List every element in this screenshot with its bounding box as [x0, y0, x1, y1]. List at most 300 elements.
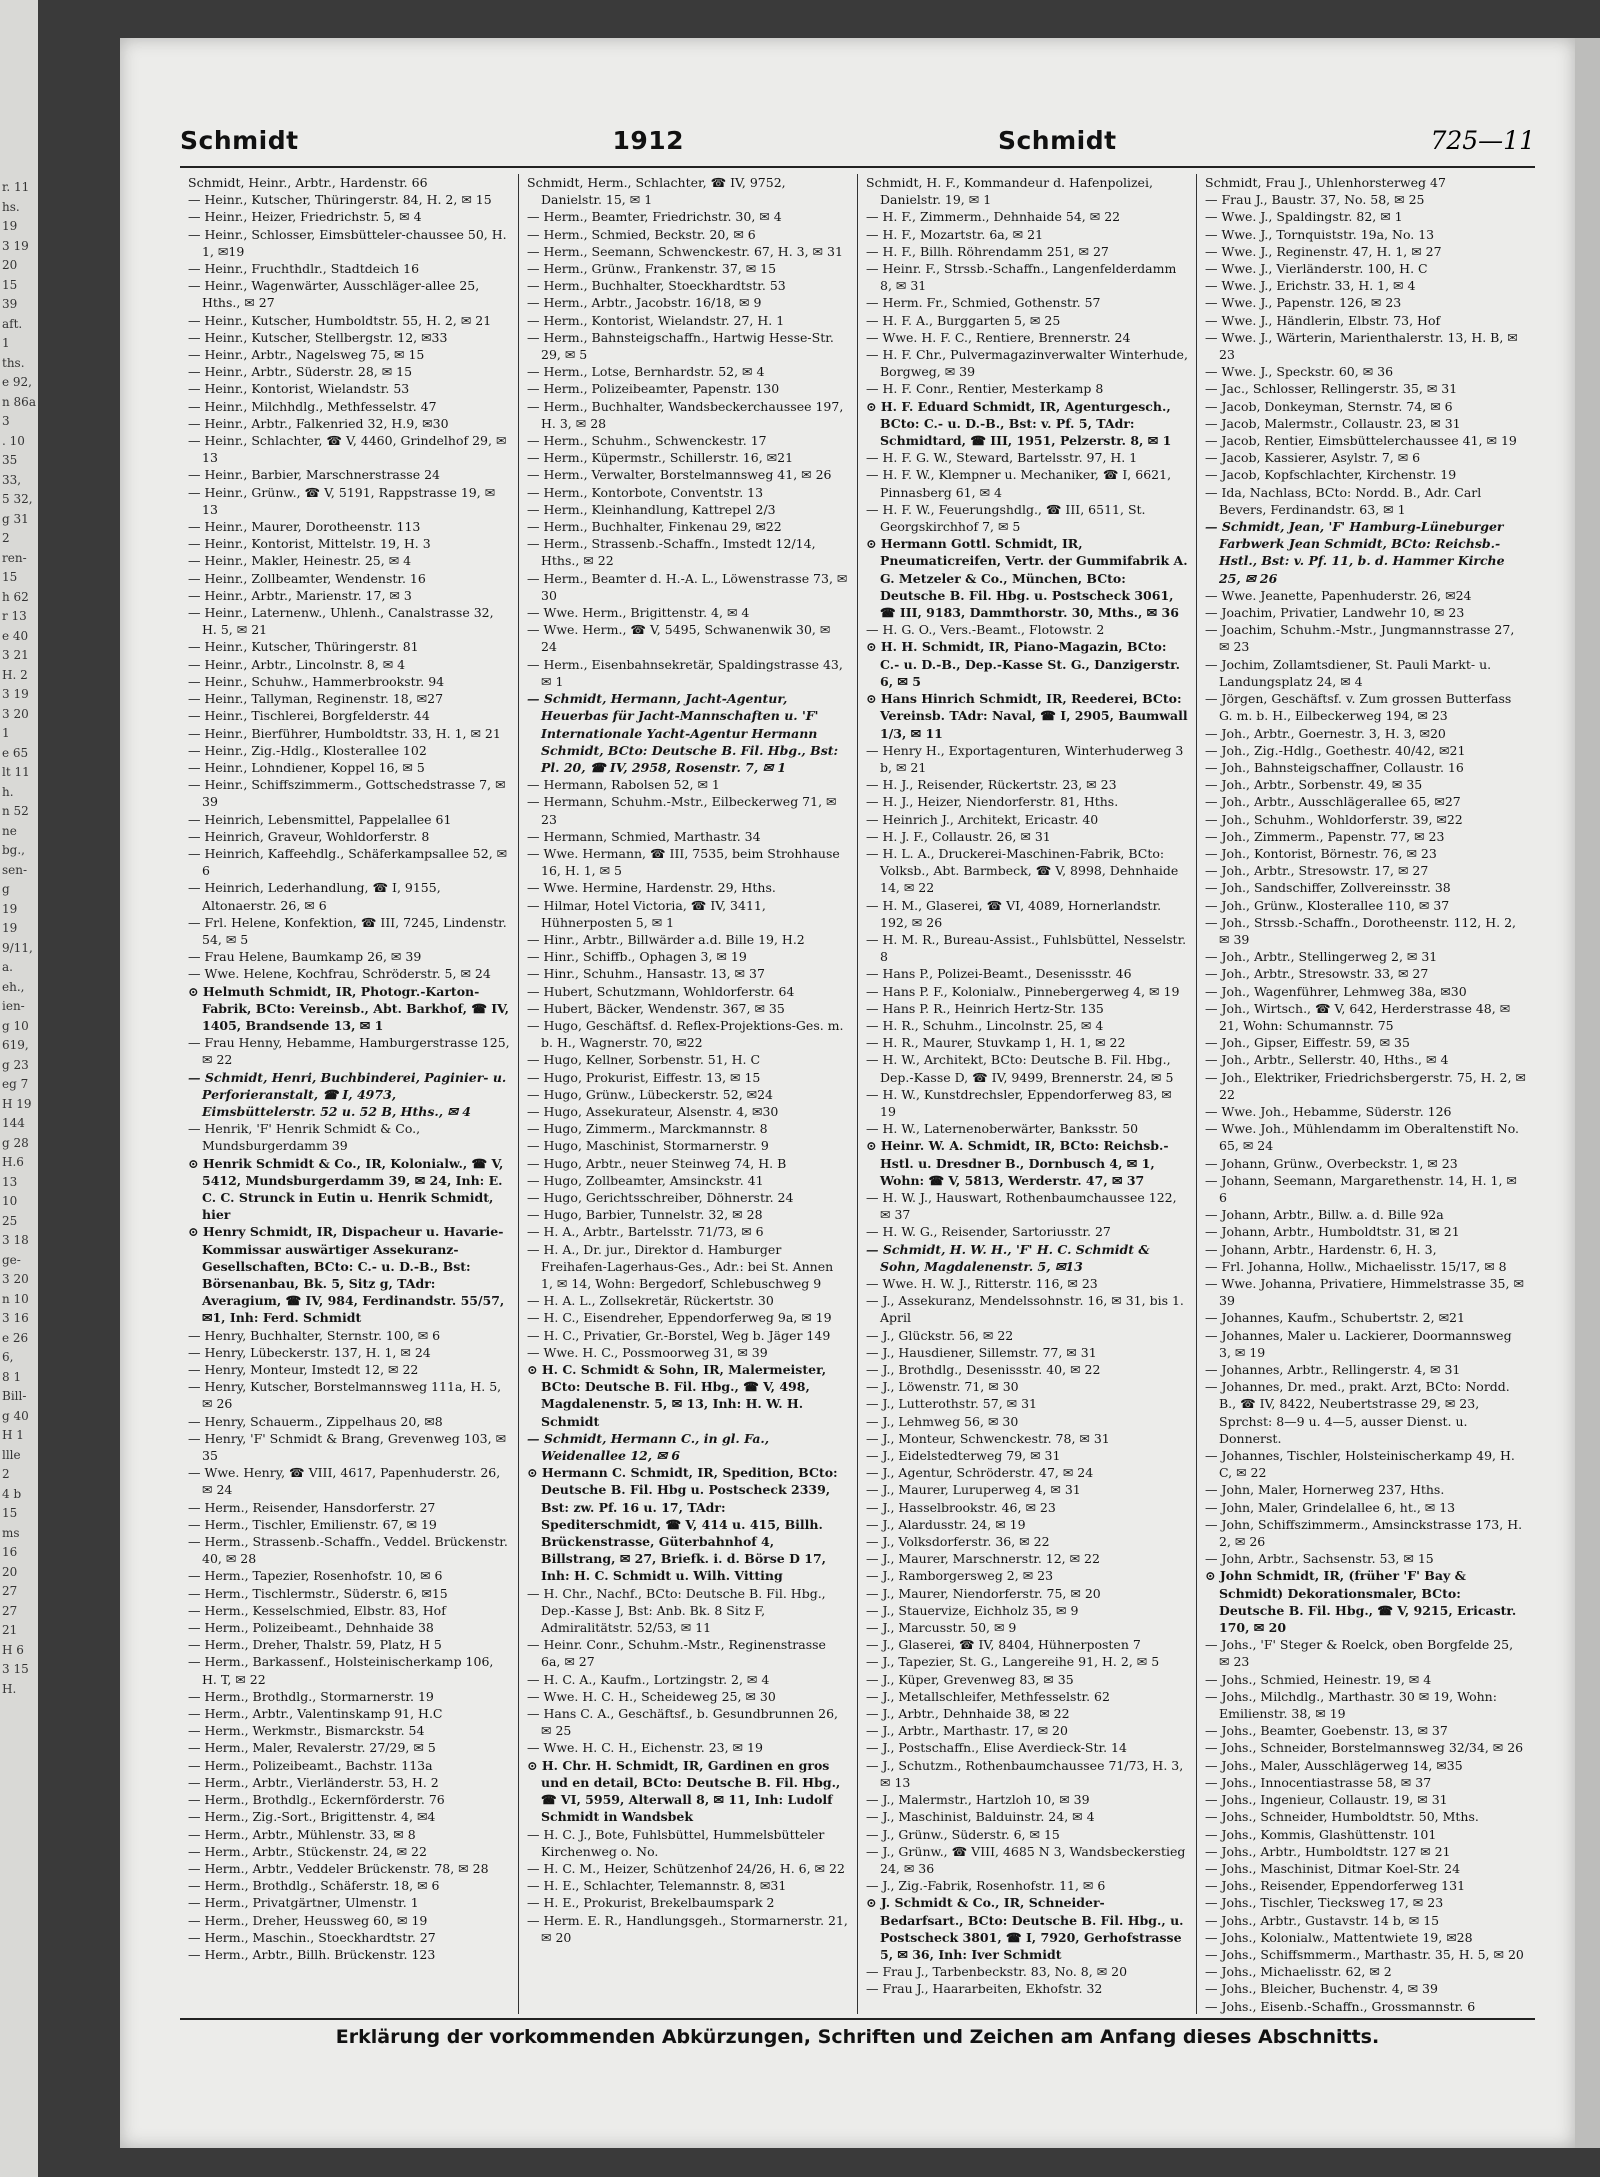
directory-entry: — Herm., Tapezier, Rosenhofstr. 10, ✉ 6: [188, 1568, 443, 1584]
directory-entry: — Joh., Grünw., Klosterallee 110, ✉ 37: [1205, 897, 1450, 913]
left-page-fragment: 5 32,: [2, 492, 33, 506]
directory-entry: — Herm., Schmied, Beckstr. 20, ✉ 6: [527, 226, 756, 242]
directory-entry: — Herm., Beamter d. H.-A. L., Löwenstrasse 73, ✉ 30: [527, 570, 848, 603]
directory-entry: — H. F. A., Burggarten 5, ✉ 25: [866, 312, 1061, 328]
directory-entry: — Heinr., Schlachter, ☎ V, 4460, Grindelhof 29, ✉ 13: [188, 433, 507, 466]
directory-entry: — Herm. E. R., Handlungsgeh., Stormarnerstr. 21, ✉ 20: [527, 1912, 848, 1945]
directory-entry: — Wwe. J., Erichstr. 33, H. 1, ✉ 4: [1205, 278, 1416, 294]
directory-entry: — H. A. L., Zollsekretär, Rückertstr. 30: [527, 1293, 774, 1309]
directory-entry: — H. J. F., Collaustr. 26, ✉ 31: [866, 828, 1051, 844]
directory-entry: — Johs., Maschinist, Ditmar Koel-Str. 24: [1205, 1860, 1461, 1876]
book-spine: [1575, 38, 1600, 2148]
directory-entry: — Herm., Verwalter, Borstelmannsweg 41, ✉ 26: [527, 467, 832, 483]
directory-entry: — Joh., Wirtsch., ☎ V, 642, Herderstrasse 48, ✉21, Wohn: Schumannstr. 75: [1205, 1000, 1511, 1033]
left-page-fragment: lt 11: [2, 765, 30, 779]
directory-entry: — Heinr., Tischlerei, Borgfelderstr. 44: [188, 708, 430, 724]
directory-entry: — Heinr., Heizer, Friedrichstr. 5, ✉ 4: [188, 209, 422, 225]
directory-entry: — Jacob, Rentier, Eimsbüttelerchaussee 41, ✉ 19: [1205, 433, 1517, 449]
left-page-fragment: sen-: [2, 862, 28, 877]
directory-entry: — Herm., Arbtr., Mühlenstr. 33, ✉ 8: [188, 1826, 416, 1842]
directory-entry: — Heinr., Arbtr., Lincolnstr. 8, ✉ 4: [188, 656, 406, 672]
left-page-fragment: H 19: [2, 1096, 32, 1111]
directory-entry: — Jochim, Zollamtsdiener, St. Pauli Markt- u. Landungsplatz 24, ✉ 4: [1205, 656, 1492, 689]
directory-entry: — Joh., Sandschiffer, Zollvereinsstr. 38: [1205, 880, 1451, 896]
left-page-fragment: r 13: [2, 609, 27, 623]
left-page-fragment: 21: [2, 1623, 18, 1637]
directory-entry: — Hubert, Bäcker, Wendenstr. 367, ✉ 35: [527, 1000, 785, 1016]
left-page-fragment: 3: [2, 414, 10, 428]
directory-column-4: [1197, 174, 1535, 2014]
left-page-fragment: g 28: [2, 1135, 29, 1150]
left-page-fragment: 2: [2, 1467, 10, 1481]
directory-entry: — Herm., Tischler, Emilienstr. 67, ✉ 19: [188, 1516, 437, 1532]
directory-entry: — Herm., Zig.-Sort., Brigittenstr. 4, ✉4: [188, 1809, 436, 1825]
left-page-fragment: . 10: [2, 433, 25, 448]
left-page-fragment: 3 16: [2, 1311, 29, 1325]
directory-entry: — Johs., Arbtr., Gustavstr. 14 b, ✉ 15: [1205, 1912, 1440, 1928]
directory-entry: — J., Maurer, Niendorferstr. 75, ✉ 20: [866, 1585, 1101, 1601]
left-page-fragment: 619,: [2, 1038, 29, 1052]
directory-entry: — J., Metallschleifer, Methfesselstr. 62: [866, 1688, 1110, 1704]
directory-entry: — J., Glückstr. 56, ✉ 22: [866, 1327, 1014, 1343]
directory-entry: — Frau Helene, Baumkamp 26, ✉ 39: [188, 949, 422, 965]
left-page-fragment: hs.: [2, 199, 20, 214]
directory-entry: — Heinr., Makler, Heinestr. 25, ✉ 4: [188, 553, 412, 569]
directory-entry: — Hermann, Schmied, Marthastr. 34: [527, 828, 761, 844]
directory-entry: — Wwe. H. C. H., Eichenstr. 23, ✉ 19: [527, 1740, 763, 1756]
directory-entry: — Heinr., Tallyman, Reginenstr. 18, ✉27: [188, 691, 444, 707]
directory-entry: — Joh., Schuhm., Wohldorferstr. 39, ✉22: [1205, 811, 1463, 827]
directory-entry: — Heinr., Milchhdlg., Methfesselstr. 47: [188, 398, 437, 414]
directory-entry: — Herm., Arbtr., Veddeler Brückenstr. 78, ✉ 28: [188, 1860, 489, 1876]
directory-entry: — Herm., Maschin., Stoeckhardtstr. 27: [188, 1929, 436, 1945]
directory-entry: — Hugo, Prokurist, Eiffestr. 13, ✉ 15: [527, 1069, 761, 1085]
left-page-fragment: ne: [2, 823, 17, 838]
left-page-fragment: 15: [2, 277, 18, 292]
directory-entry: — Johannes, Tischler, Holsteinischerkamp 49, H. C, ✉ 22: [1205, 1448, 1515, 1481]
left-page-fragment: 27: [2, 1584, 18, 1598]
directory-entry: — Hinr., Arbtr., Billwärder a.d. Bille 19, H.2: [527, 931, 805, 947]
directory-entry: — Frau J., Haararbeiten, Ekhofstr. 32: [866, 1981, 1103, 1997]
directory-entry: ⊙ Heinr. W. A. Schmidt, IR, BCto: Reichsb.-Hstl. u. Dresdner B., Dornbusch 4, ✉ 1, Wohn: ☎ V, 5813, Werderstr. 47, ✉ 37: [866, 1138, 1169, 1188]
directory-entry: — H. M. R., Bureau-Assist., Fuhlsbüttel, Nesselstr. 8: [866, 931, 1187, 965]
directory-entry: ⊙ Hans Hinrich Schmidt, IR, Reederei, BCto: Vereinsb. TAdr: Naval, ☎ I, 2905, Baumwall 1/3, ✉ 11: [866, 691, 1188, 741]
directory-entry: — Heinr., Barbier, Marschnerstrasse 24: [188, 467, 440, 483]
directory-entry: — Wwe. J., Papenstr. 126, ✉ 23: [1205, 295, 1402, 311]
left-page-edge: [0, 0, 38, 2177]
directory-entry: — Heinr., Maurer, Dorotheenstr. 113: [188, 519, 421, 535]
directory-entry: — Herm., Buchhalter, Wandsbeckerchaussee 197, H. 3, ✉ 28: [527, 398, 844, 431]
directory-entry: — Wwe. J., Reginenstr. 47, H. 1, ✉ 27: [1205, 243, 1442, 259]
directory-entry: ⊙ Hermann Gottl. Schmidt, IR, Pneumaticreifen, Vertr. der Gummifabrik A. G. Metzeler & Co., München, BCto: Deutsche B. Fil. Hbg. u. Postscheck 3061, ☎ III, 9183, Dammthorstr. 30, Mths., ✉ 36: [866, 536, 1188, 621]
directory-entry: — J., Hausdiener, Sillemstr. 77, ✉ 31: [866, 1344, 1097, 1360]
directory-entry: — Hugo, Kellner, Sorbenstr. 51, H. C: [527, 1052, 761, 1068]
directory-entry: ⊙ J. Schmidt & Co., IR, Schneider-Bedarfsart., BCto: Deutsche B. Fil. Hbg., u. Postscheck 3801, ☎ I, 7920, Gerhofstrasse 5, ✉ 36, Inh: Iver Schmidt: [866, 1895, 1184, 1962]
directory-entry: — Jacob, Malermstr., Collaustr. 23, ✉ 31: [1205, 415, 1461, 431]
directory-entry: — Joh., Elektriker, Friedrichsbergerstr. 75, H. 2, ✉ 22: [1205, 1069, 1526, 1102]
directory-entry: — Johs., Schneider, Borstelmannsweg 32/34, ✉ 26: [1205, 1740, 1524, 1756]
directory-entry: — H. F. G. W., Steward, Bartelsstr. 97, H. 1: [866, 450, 1138, 466]
left-page-fragment: e 26: [2, 1330, 29, 1345]
directory-entry: — Ida, Nachlass, BCto: Nordd. B., Adr. Carl Bevers, Ferdinandstr. 63, ✉ 1: [1205, 484, 1482, 517]
directory-entry: — Wwe. Helene, Kochfrau, Schröderstr. 5, ✉ 24: [188, 966, 491, 982]
left-page-fragment: 19: [2, 921, 18, 935]
directory-entry: — Frau J., Tarbenbeckstr. 83, No. 8, ✉ 20: [866, 1964, 1128, 1980]
directory-entry: — Herm., Seemann, Schwenckestr. 67, H. 3, ✉ 31: [527, 243, 843, 259]
directory-entry: — Johs., Schmied, Heinestr. 19, ✉ 4: [1205, 1671, 1432, 1687]
directory-entry: — Heinr., Arbtr., Marienstr. 17, ✉ 3: [188, 587, 412, 603]
directory-entry: — Heinr., Schlosser, Eimsbütteler-chaussee 50, H. 1, ✉19: [188, 226, 507, 259]
directory-entry: — Heinrich, Lederhandlung, ☎ I, 9155, Altonaerstr. 26, ✉ 6: [188, 880, 441, 913]
header-rule: [180, 166, 1535, 168]
left-page-fragment: H.: [2, 1681, 17, 1696]
directory-entry: — Hans C. A., Geschäftsf., b. Gesundbrunnen 26, ✉ 25: [527, 1706, 839, 1739]
directory-entry: — Jacob, Kassierer, Asylstr. 7, ✉ 6: [1205, 450, 1421, 466]
directory-entry: — Herm., Arbtr., Billh. Brückenstr. 123: [188, 1946, 436, 1962]
directory-entry: — Heinr., Kontorist, Wielandstr. 53: [188, 381, 410, 397]
directory-entry: — Wwe. Henry, ☎ VIII, 4617, Papenhuderstr. 26, ✉ 24: [188, 1465, 501, 1498]
directory-entry: — Wwe. Johanna, Privatiere, Himmelstrasse 35, ✉ 39: [1205, 1276, 1524, 1309]
left-page-fragment: 3 20: [2, 1272, 29, 1286]
directory-entry: — Hinr., Schiffb., Ophagen 3, ✉ 19: [527, 949, 747, 965]
directory-entry: — Wwe. J., Händlerin, Elbstr. 73, Hof: [1205, 312, 1441, 328]
directory-entry: — Herm., Schuhm., Schwenckestr. 17: [527, 433, 767, 449]
directory-entry: — H. R., Schuhm., Lincolnstr. 25, ✉ 4: [866, 1017, 1104, 1033]
left-page-fragment: 15: [2, 570, 18, 584]
directory-entry: — Henry, Buchhalter, Sternstr. 100, ✉ 6: [188, 1327, 441, 1343]
directory-entry: — Hans P. R., Heinrich Hertz-Str. 135: [866, 1000, 1104, 1016]
directory-entry: — Jacob, Donkeyman, Sternstr. 74, ✉ 6: [1205, 398, 1453, 414]
left-page-fragment: 19: [2, 901, 18, 916]
directory-entry: Schmidt, Frau J., Uhlenhorsterweg 47: [1205, 175, 1446, 190]
directory-entry: ⊙ Henry Schmidt, IR, Dispacheur u. Havarie-Kommissar auswärtiger Assekuranz-Gesellschaften, BCto: C.- u. D.-B., Bst: Börsenanbau, Bk. 5, Sitz g, TAdr: Averagium, ☎ IV, 984, Ferdinandstr. 55/57, ✉1, Inh: Ferd. Schmidt: [188, 1224, 505, 1326]
directory-entry: — Joachim, Schuhm.-Mstr., Jungmannstrasse 27, ✉ 23: [1205, 622, 1515, 655]
directory-entry: — Wwe. Joh., Mühlendamm im Oberaltenstift No. 65, ✉ 24: [1205, 1121, 1519, 1154]
directory-entry: — Johs., Schneider, Humboldtstr. 50, Mths.: [1205, 1809, 1479, 1825]
directory-entry: — J., Lehmweg 56, ✉ 30: [866, 1413, 1019, 1429]
left-page-fragment: 1: [2, 336, 10, 350]
directory-entry: — H. C., Privatier, Gr.-Borstel, Weg b. Jäger 149: [527, 1327, 831, 1343]
directory-entry: — H. F., Billh. Röhrendamm 251, ✉ 27: [866, 243, 1109, 259]
directory-entry: — Jac., Schlosser, Rellingerstr. 35, ✉ 31: [1205, 381, 1458, 397]
directory-entry: — Joh., Arbtr., Ausschlägerallee 65, ✉27: [1205, 794, 1461, 810]
directory-entry: — Herm., Reisender, Hansdorferstr. 27: [188, 1499, 436, 1515]
directory-entry: — J., Malermstr., Hartzloh 10, ✉ 39: [866, 1792, 1090, 1808]
directory-entry: — H. W., Kunstdrechsler, Eppendorferweg 83, ✉ 19: [866, 1086, 1172, 1119]
left-page-fragment: a.: [2, 960, 13, 974]
directory-entry: — Herm., Dreher, Thalstr. 59, Platz, H 5: [188, 1637, 442, 1653]
directory-entry: — John, Schiffszimmerm., Amsinckstrasse 173, H. 2, ✉ 26: [1205, 1516, 1523, 1550]
directory-entry: — H. F. Conr., Rentier, Mesterkamp 8: [866, 381, 1104, 397]
directory-entry: — Heinr., Arbtr., Falkenried 32, H.9, ✉30: [188, 415, 449, 431]
directory-entry: — Herm., Barkassenf., Holsteinischerkamp 106, H. T, ✉ 22: [188, 1654, 494, 1687]
directory-entry: ⊙ H. C. Schmidt & Sohn, IR, Malermeister, BCto: Deutsche B. Fil. Hbg., ☎ V, 498, Magdalenenstr. 5, ✉ 13, Inh: H. W. H. Schmidt: [527, 1362, 827, 1429]
directory-entry: — Herm., Bahnsteigschaffn., Hartwig Hesse-Str. 29, ✉ 5: [527, 329, 834, 363]
directory-entry: — Herm., Tischlermstr., Süderstr. 6, ✉15: [188, 1585, 448, 1601]
directory-entry: — H. C. A., Kaufm., Lortzingstr. 2, ✉ 4: [527, 1671, 770, 1687]
directory-entry: — Joh., Bahnsteigschaffner, Collaustr. 16: [1205, 759, 1464, 775]
directory-entry: — H. W. J., Hauswart, Rothenbaumchaussee 122, ✉ 37: [866, 1189, 1177, 1223]
left-page-fragment: r. 11: [2, 180, 30, 194]
directory-entry: — Schmidt, Hermann, Jacht-Agentur, Heuerbas für Jacht-Mannschaften u. 'F' Internationale Yacht-Agentur Hermann Schmidt, BCto: Deutsche B. Fil. Hbg., Bst: Pl. 20, ☎ IV, 2958, Rosenstr. 7, ✉ 1: [527, 691, 839, 775]
directory-entry: — Hugo, Grünw., Lübeckerstr. 52, ✉24: [527, 1086, 774, 1102]
left-page-fragment: Bill-: [2, 1389, 27, 1403]
left-page-fragment: ths.: [2, 355, 25, 370]
left-page-fragment: 4 b: [2, 1486, 22, 1501]
directory-entry: — Herm., Strassenb.-Schaffn., Veddel. Brückenstr. 40, ✉ 28: [188, 1534, 508, 1567]
directory-entry: — Hugo, Maschinist, Stormarnerstr. 9: [527, 1138, 769, 1154]
directory-entry: — Hugo, Assekurateur, Alsenstr. 4, ✉30: [527, 1103, 779, 1119]
directory-entry: — Joh., Wagenführer, Lehmweg 38a, ✉30: [1205, 983, 1467, 999]
left-page-fragment: 13: [2, 1174, 18, 1189]
directory-entry: — Frl. Johanna, Hollw., Michaelisstr. 15/17, ✉ 8: [1205, 1258, 1507, 1274]
left-page-fragment: 3 15: [2, 1662, 29, 1676]
directory-entry: — Johannes, Dr. med., prakt. Arzt, BCto: Nordd. B., ☎ IV, 8422, Neubertstrasse 29, ✉ 23, Sprchst: 8—9 u. 4—5, ausser Dienst. u. Donnerst.: [1205, 1379, 1510, 1446]
left-page-fragment: 3 21: [2, 648, 29, 662]
left-page-fragment: ien-: [2, 999, 25, 1013]
directory-entry: — Schmidt, Henri, Buchbinderei, Paginier- u. Perforieranstalt, ☎ I, 4973, Eimsbüttelerstr. 52 u. 52 B, Hths., ✉ 4: [188, 1069, 507, 1119]
left-page-fragment: H. 2: [2, 667, 28, 682]
left-page-fragment: H 1: [2, 1428, 24, 1442]
directory-entry: — J., Eidelstedterweg 79, ✉ 31: [866, 1448, 1061, 1464]
directory-entry: — Johs., Arbtr., Humboldtstr. 127 ✉ 21: [1205, 1843, 1451, 1859]
directory-entry: — Herm., Dreher, Heussweg 60, ✉ 19: [188, 1912, 428, 1928]
directory-entry: — J., Marcusstr. 50, ✉ 9: [866, 1620, 1017, 1636]
left-page-fragment: e 65: [2, 745, 29, 760]
left-page-fragment: h.: [2, 784, 14, 799]
directory-entry: — J., Arbtr., Marthastr. 17, ✉ 20: [866, 1723, 1068, 1739]
directory-entry: — Hilmar, Hotel Victoria, ☎ IV, 3411, Hühnerposten 5, ✉ 1: [527, 897, 766, 930]
directory-entry: — Henry, Kutscher, Borstelmannsweg 111a, H. 5, ✉ 26: [188, 1379, 502, 1412]
left-page-fragments: [0, 0, 38, 1699]
left-page-fragment: eg 7: [2, 1077, 29, 1091]
directory-entry: — J., Grünw., Süderstr. 6, ✉ 15: [866, 1826, 1060, 1842]
directory-entry: — H. W., Laternenoberwärter, Banksstr. 50: [866, 1121, 1139, 1137]
left-page-fragment: 35: [2, 453, 18, 467]
directory-entry: — Herm., Maler, Revalerstr. 27/29, ✉ 5: [188, 1740, 436, 1756]
directory-entry: — Heinr. Conr., Schuhm.-Mstr., Reginenstrasse 6a, ✉ 27: [527, 1637, 826, 1670]
directory-entry: — Heinr., Kutscher, Stellbergstr. 12, ✉33: [188, 329, 448, 345]
directory-entry: — Johs., Beamter, Goebenstr. 13, ✉ 37: [1205, 1723, 1448, 1739]
directory-entry: — J., Volksdorferstr. 36, ✉ 22: [866, 1534, 1050, 1550]
directory-entry: — H. C. M., Heizer, Schützenhof 24/26, H. 6, ✉ 22: [527, 1860, 845, 1876]
directory-entry: — Johs., 'F' Steger & Roelck, oben Borgfelde 25, ✉ 23: [1205, 1637, 1514, 1670]
directory-entry: — Johs., Schiffsmmerm., Marthastr. 35, H. 5, ✉ 20: [1205, 1946, 1524, 1962]
directory-entry: — Johs., Kolonialw., Mattentwiete 19, ✉28: [1205, 1929, 1473, 1945]
directory-entry: — Wwe. H. C., Possmoorweg 31, ✉ 39: [527, 1344, 768, 1360]
directory-entry: — H. A., Dr. jur., Direktor d. Hamburger Freihafen-Lagerhaus-Ges., Adr.: bei St. Annen 1, ✉ 14, Wohn: Bergedorf, Schlebuschweg 9: [527, 1241, 834, 1291]
directory-entry: — H. M., Glaserei, ☎ VI, 4089, Hornerlandstr. 192, ✉ 26: [866, 897, 1162, 930]
directory-entry: — Herm., Kleinhandlung, Kattrepel 2/3: [527, 501, 776, 517]
directory-entry: — Wwe. Herm., Brigittenstr. 4, ✉ 4: [527, 605, 750, 621]
directory-entry: — H. J., Heizer, Niendorferstr. 81, Hths.: [866, 794, 1119, 810]
directory-entry: — Wwe. J., Wärterin, Marienthalerstr. 13, H. B, ✉ 23: [1205, 329, 1518, 363]
left-page-fragment: 8 1: [2, 1369, 22, 1384]
directory-entry: — Henry, Schauerm., Zippelhaus 20, ✉8: [188, 1413, 443, 1429]
directory-column-3: [858, 174, 1197, 2014]
directory-entry: — Joh., Kontorist, Börnestr. 76, ✉ 23: [1205, 845, 1437, 861]
directory-entry: — Herm., Privatgärtner, Ulmenstr. 1: [188, 1895, 419, 1911]
directory-entry: — Johs., Innocentiastrasse 58, ✉ 37: [1205, 1774, 1432, 1790]
left-page-fragment: ren-: [2, 550, 27, 565]
directory-entry: Schmidt, H. F., Kommandeur d. Hafenpolizei, Danielstr. 19, ✉ 1: [866, 175, 1153, 208]
left-page-fragment: 2: [2, 531, 10, 545]
directory-entry: — H. F. W., Feuerungshdlg., ☎ III, 6511, St. Georgskirchhof 7, ✉ 5: [866, 501, 1146, 535]
directory-entry: — Joh., Zimmerm., Papenstr. 77, ✉ 23: [1205, 828, 1445, 844]
directory-entry: — Wwe. H. W. J., Ritterstr. 116, ✉ 23: [866, 1276, 1098, 1291]
directory-entry: — Hermann, Rabolsen 52, ✉ 1: [527, 777, 720, 793]
directory-entry: — Heinr., Fruchthdlr., Stadtdeich 16: [188, 261, 420, 277]
left-page-fragment: 25: [2, 1213, 18, 1228]
directory-entry: — Johs., Michaelisstr. 62, ✉ 2: [1205, 1964, 1392, 1980]
left-page-fragment: 9/11,: [2, 940, 33, 955]
directory-column-2: [519, 174, 858, 2014]
directory-entry: — H. F. W., Klempner u. Mechaniker, ☎ I, 6621, Pinnasberg 61, ✉ 4: [866, 467, 1172, 500]
directory-entry: — Heinrich, Kaffeehdlg., Schäferkampsallee 52, ✉ 6: [188, 845, 508, 879]
left-page-fragment: aft.: [2, 316, 23, 331]
left-page-fragment: g: [2, 882, 10, 896]
directory-entry: — Herm., Polizeibeamt., Dehnhaide 38: [188, 1620, 434, 1636]
directory-entry: — Wwe. Hermann, ☎ III, 7535, beim Strohhause 16, H. 1, ✉ 5: [527, 845, 840, 879]
directory-entry: ⊙ Helmuth Schmidt, IR, Photogr.-Karton-Fabrik, BCto: Vereinsb., Abt. Barkhof, ☎ IV, 1405, Brandsende 13, ✉ 1: [188, 983, 509, 1033]
directory-entry: — Heinr., Laternenw., Uhlenh., Canalstrasse 32, H. 5, ✉ 21: [188, 605, 494, 638]
directory-entry: — Henrik, 'F' Henrik Schmidt & Co., Mundsburgerdamm 39: [188, 1121, 421, 1154]
directory-entry: — Johs., Reisender, Eppendorferweg 131: [1205, 1878, 1466, 1894]
left-page-fragment: 20: [2, 258, 18, 272]
directory-entry: — Wwe. J., Speckstr. 60, ✉ 36: [1205, 364, 1394, 380]
directory-columns: [180, 174, 1535, 2014]
directory-entry: — Joh., Arbtr., Stresowstr. 17, ✉ 27: [1205, 863, 1429, 879]
left-page-fragment: 3 19: [2, 687, 29, 701]
directory-entry: — Johannes, Arbtr., Rellingerstr. 4, ✉ 31: [1205, 1362, 1461, 1378]
left-page-fragment: 3 20: [2, 706, 29, 721]
directory-entry: — Wwe. J., Spaldingstr. 82, ✉ 1: [1205, 209, 1403, 225]
directory-entry: — Herm., Strassenb.-Schaffn., Imstedt 12/14, Hths., ✉ 22: [527, 536, 816, 569]
directory-entry: — Johs., Kommis, Glashüttenstr. 101: [1205, 1826, 1437, 1842]
left-page-fragment: 10: [2, 1194, 18, 1208]
left-page-fragment: H 6: [2, 1642, 24, 1657]
directory-entry: — J., Lutterothstr. 57, ✉ 31: [866, 1396, 1037, 1412]
directory-entry: — Wwe. J., Vierländerstr. 100, H. C: [1205, 261, 1428, 277]
footer-note: Erklärung der vorkommenden Abkürzungen, Schriften und Zeichen am Anfang dieses Abschnitts.: [335, 2026, 1380, 2048]
directory-entry: — H. E., Prokurist, Brekelbaumspark 2: [527, 1895, 775, 1911]
left-page-fragment: 6,: [2, 1350, 14, 1364]
directory-entry: — Heinrich J., Architekt, Ericastr. 40: [866, 811, 1099, 827]
directory-entry: — Hugo, Barbier, Tunnelstr. 32, ✉ 28: [527, 1207, 763, 1223]
directory-entry: — Wwe. Hermine, Hardenstr. 29, Hths.: [527, 880, 776, 896]
directory-entry: — Herm., Beamter, Friedrichstr. 30, ✉ 4: [527, 209, 782, 225]
directory-entry: — Joachim, Privatier, Landwehr 10, ✉ 23: [1205, 605, 1465, 621]
left-page-fragment: 20: [2, 1564, 18, 1579]
directory-entry: — J., Löwenstr. 71, ✉ 30: [866, 1379, 1019, 1395]
directory-entry: — Hubert, Schutzmann, Wohldorferstr. 64: [527, 983, 795, 999]
left-page-fragment: 19: [2, 219, 18, 233]
directory-entry: — Hinr., Schuhm., Hansastr. 13, ✉ 37: [527, 966, 765, 982]
directory-entry: — J., Brothdlg., Desenissstr. 40, ✉ 22: [866, 1362, 1101, 1378]
directory-entry: — J., Tapezier, St. G., Langereihe 91, H. 2, ✉ 5: [866, 1654, 1160, 1670]
left-page-fragment: g 10: [2, 1018, 29, 1033]
directory-entry: Schmidt, Herm., Schlachter, ☎ IV, 9752, Danielstr. 15, ✉ 1: [527, 175, 786, 208]
directory-entry: — Hermann, Schuhm.-Mstr., Eilbeckerweg 71, ✉ 23: [527, 794, 837, 827]
directory-entry: — J., Glaserei, ☎ IV, 8404, Hühnerposten 7: [866, 1637, 1141, 1653]
left-page-fragment: 3 19: [2, 238, 29, 253]
directory-entry: — Johs., Maler, Ausschlägerweg 14, ✉35: [1205, 1757, 1463, 1773]
left-page-fragment: n 10: [2, 1291, 29, 1306]
footer-rule: [180, 2018, 1535, 2020]
directory-entry: ⊙ Henrik Schmidt & Co., IR, Kolonialw., ☎ V, 5412, Mundsburgerdamm 39, ✉ 24, Inh: E. C. C. Strunck in Eutin u. Henrik Schmidt, hier: [188, 1155, 504, 1223]
directory-entry: — Heinr., Zollbeamter, Wendenstr. 16: [188, 570, 426, 586]
directory-entry: — Hugo, Zimmerm., Marckmannstr. 8: [527, 1121, 768, 1137]
left-page-fragment: n 86a: [2, 394, 36, 409]
directory-entry: — John, Maler, Hornerweg 237, Hths.: [1205, 1482, 1445, 1498]
directory-entry: — Herm., Eisenbahnsekretär, Spaldingstrasse 43, ✉ 1: [527, 656, 843, 689]
directory-entry: — Johann, Arbtr., Humboldtstr. 31, ✉ 21: [1205, 1224, 1460, 1240]
directory-entry: — H. C., Eisendreher, Eppendorferweg 9a, ✉ 19: [527, 1310, 832, 1326]
directory-entry: — Herm., Arbtr., Vierländerstr. 53, H. 2: [188, 1774, 439, 1790]
directory-entry: — Hans P., Polizei-Beamt., Desenissstr. 46: [866, 966, 1132, 982]
directory-entry: — Herm., Werkmstr., Bismarckstr. 54: [188, 1723, 425, 1739]
directory-entry: — Joh., Strssb.-Schaffn., Dorotheenstr. 112, H. 2, ✉ 39: [1205, 914, 1517, 947]
directory-entry: ⊙ H. F. Eduard Schmidt, IR, Agenturgesch., BCto: C.- u. D.-B., Bst: v. Pf. 5, TAdr: Schmidtard, ☎ III, 1951, Pelzerstr. 8, ✉ 1: [866, 398, 1172, 449]
directory-entry: — H. W., Architekt, BCto: Deutsche B. Fil. Hbg., Dep.-Kasse D, ☎ IV, 9499, Brennerstr. 24, ✉ 5: [866, 1052, 1174, 1085]
directory-entry: — J., Monteur, Schwenckestr. 78, ✉ 31: [866, 1430, 1110, 1446]
directory-entry: — Johs., Milchdlg., Marthastr. 30 ✉ 19, Wohn: Emilienstr. 38, ✉ 19: [1205, 1688, 1497, 1722]
directory-entry: — H. F., Zimmerm., Dehnhaide 54, ✉ 22: [866, 209, 1121, 225]
left-page-fragment: 39: [2, 297, 18, 311]
directory-entry: — Heinr., Schiffszimmerm., Gottschedstrasse 7, ✉ 39: [188, 777, 506, 810]
directory-entry: — H. F. Chr., Pulvermagazinverwalter Winterhude, Borgweg, ✉ 39: [866, 347, 1188, 380]
directory-entry: — Heinr., Zig.-Hdlg., Klosterallee 102: [188, 742, 427, 758]
directory-entry: — Joh., Zig.-Hdlg., Goethestr. 40/42, ✉21: [1205, 742, 1466, 758]
left-page-fragment: ge-: [2, 1252, 21, 1267]
directory-entry: — J., Maurer, Luruperweg 4, ✉ 31: [866, 1482, 1081, 1498]
directory-entry: — Schmidt, Hermann C., in gl. Fa., Weidenallee 12, ✉ 6: [527, 1430, 770, 1464]
directory-entry: — Schmidt, H. W. H., 'F' H. C. Schmidt & Sohn, Magdalenenstr. 5, ✉13: [866, 1241, 1150, 1274]
directory-entry: — Hugo, Zollbeamter, Amsinckstr. 41: [527, 1172, 764, 1188]
left-page-fragment: 33,: [2, 472, 22, 487]
left-page-fragment: e 40: [2, 628, 29, 643]
left-page-fragment: g 31: [2, 511, 29, 526]
directory-entry: — Johannes, Kaufm., Schubertstr. 2, ✉21: [1205, 1310, 1465, 1326]
directory-entry: — Heinrich, Lebensmittel, Pappelallee 61: [188, 811, 452, 827]
directory-entry: — Heinr. F., Strssb.-Schaffn., Langenfelderdamm 8, ✉ 31: [866, 261, 1177, 294]
directory-entry: ⊙ H. H. Schmidt, IR, Piano-Magazin, BCto: C.- u. D.-B., Dep.-Kasse St. G., Danzigerstr. 6, ✉ 5: [866, 639, 1180, 689]
directory-entry: ⊙ Hermann C. Schmidt, IR, Spedition, BCto: Deutsche B. Fil. Hbg u. Postscheck 2339, Bst: zw. Pf. 16 u. 17, TAdr: Spediterschmidt, ☎ V, 414 u. 415, Billh. Brückenstrasse, Güterbahnhof 4, Billstrang, ✉ 27, Briefk. i. d. Börse D 17, Inh: H. C. Schmidt u. Wilh. Vitting: [527, 1465, 838, 1584]
left-page-fragment: 1: [2, 726, 10, 740]
directory-entry: — Heinr., Arbtr., Nagelsweg 75, ✉ 15: [188, 347, 425, 363]
directory-entry: — Johann, Grünw., Overbeckstr. 1, ✉ 23: [1205, 1155, 1458, 1171]
directory-entry: — Hugo, Arbtr., neuer Steinweg 74, H. B: [527, 1155, 787, 1171]
directory-entry: — Herm., Arbtr., Stückenstr. 24, ✉ 22: [188, 1843, 427, 1859]
directory-entry: — Joh., Gipser, Eiffestr. 59, ✉ 35: [1205, 1035, 1410, 1051]
directory-entry: — J., Maurer, Marschnerstr. 12, ✉ 22: [866, 1551, 1100, 1567]
directory-entry: — Herm., Polizeibeamt., Bachstr. 113a: [188, 1757, 433, 1773]
header-left-name: Schmidt: [180, 125, 299, 155]
directory-entry: — Jörgen, Geschäftsf. v. Zum grossen Butterfass G. m. b. H., Eilbeckerweg 194, ✉ 23: [1205, 691, 1512, 724]
directory-entry: — Frau J., Baustr. 37, No. 58, ✉ 25: [1205, 192, 1425, 208]
directory-entry: — H. F., Mozartstr. 6a, ✉ 21: [866, 226, 1044, 242]
directory-entry: — H. Chr., Nachf., BCto: Deutsche B. Fil. Hbg., Dep.-Kasse J, Bst: Anb. Bk. 8 Sitz F, Admiralitätstr. 52/53, ✉ 11: [527, 1585, 826, 1636]
directory-entry: — Johs., Tischler, Tiecksweg 17, ✉ 23: [1205, 1895, 1444, 1911]
directory-entry: — J., Ramborgersweg 2, ✉ 23: [866, 1568, 1054, 1584]
directory-entry: — Heinr., Grünw., ☎ V, 5191, Rappstrasse 19, ✉ 13: [188, 484, 496, 517]
left-page-fragment: llle: [2, 1447, 21, 1462]
directory-entry: — J., Postschaffn., Elise Averdieck-Str. 14: [866, 1740, 1127, 1756]
directory-entry: — Heinr., Kontorist, Mittelstr. 19, H. 3: [188, 536, 431, 552]
directory-entry: — John, Arbtr., Sachsenstr. 53, ✉ 15: [1205, 1551, 1434, 1567]
directory-entry: — Frau Henny, Hebamme, Hamburgerstrasse 125, ✉ 22: [188, 1035, 510, 1068]
directory-entry: — Schmidt, Jean, 'F' Hamburg-Lüneburger Farbwerk Jean Schmidt, BCto: Reichsb.-Hstl., Bst: v. Pf. 11, b. d. Hammer Kirche 25, ✉ 26: [1205, 519, 1505, 586]
